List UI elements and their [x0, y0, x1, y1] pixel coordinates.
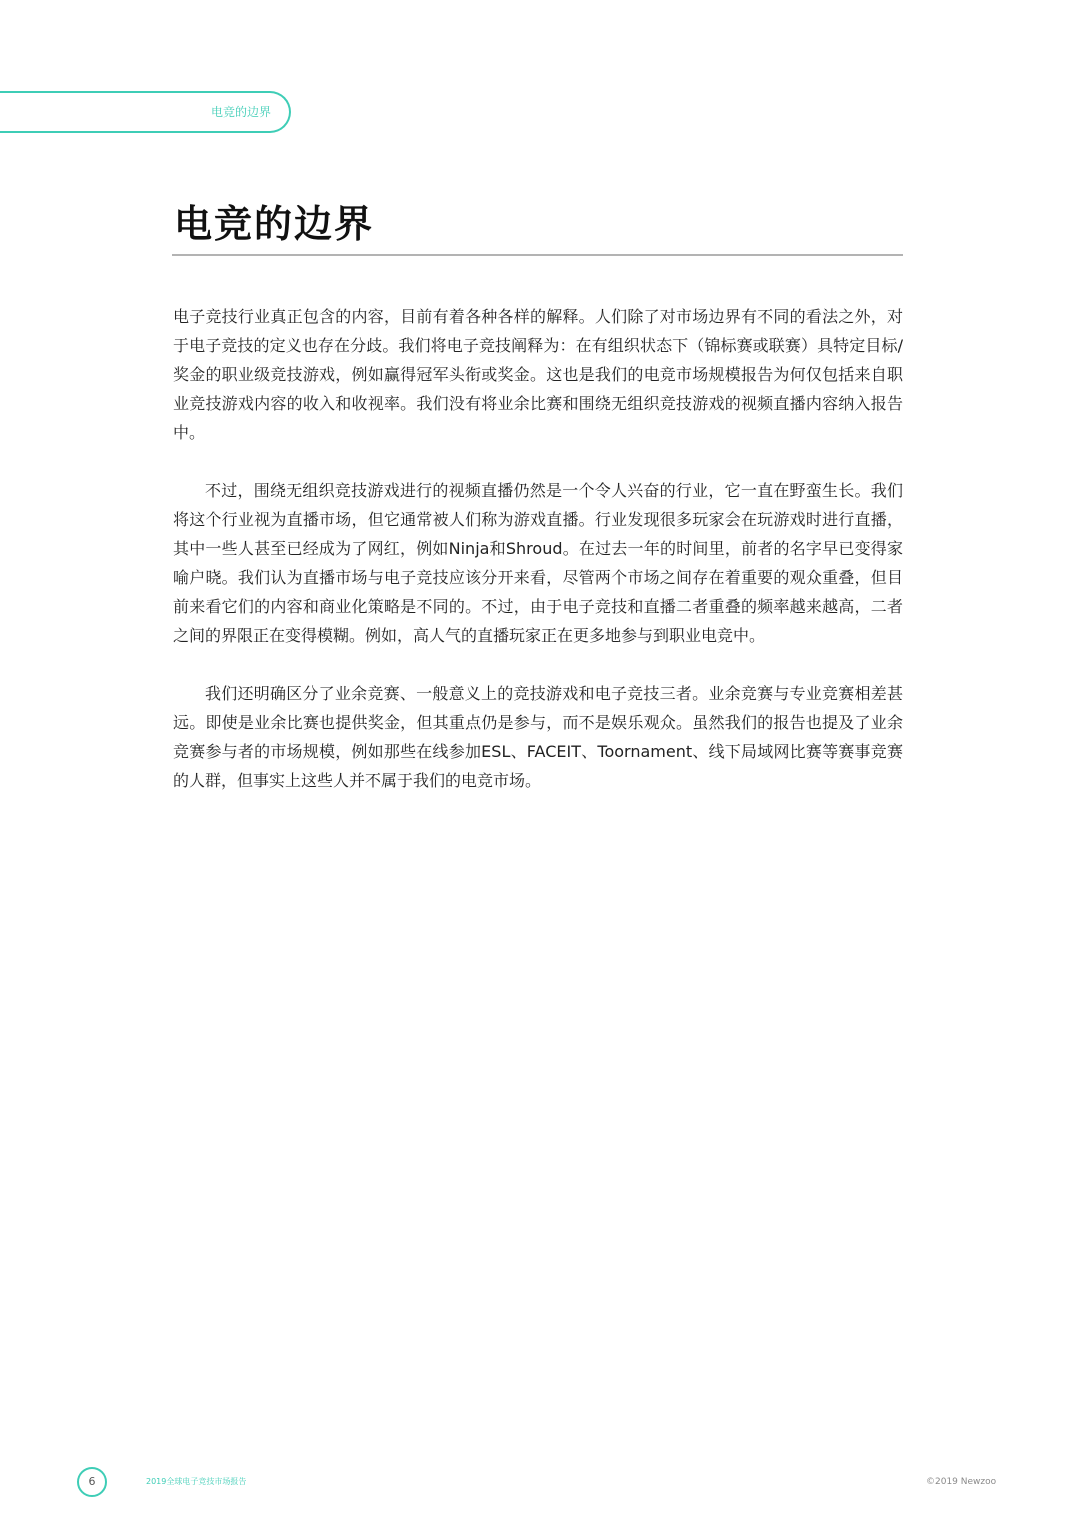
paragraph-1: 电子竞技行业真正包含的内容，目前有着各种各样的解释。人们除了对市场边界有不同的看法之外，对于电子竞技的定义也存在分歧。我们将电子竞技阐释为：在有组织状态下（锦标赛或联赛）具特定目标/奖金的职业级竞技游戏，例如赢得冠军头衔或奖金。这也是我们的电竞市场规模报告为何仅包括来自职业竞技游戏内容的收入和收视率。我们没有将业余比赛和围绕无组织竞技游戏的视频直播内容纳入报告中。 — [173, 307, 903, 442]
page-number: 6 — [77, 1467, 107, 1497]
paragraph-3: 我们还明确区分了业余竞赛、一般意义上的竞技游戏和电子竞技三者。业余竞赛与专业竞赛相差甚远。即使是业余比赛也提供奖金，但其重点仍是参与，而不是娱乐观众。虽然我们的报告也提及了业余竞赛参与者的市场规模，例如那些在线参加ESL、FACEIT、Toornament、线下局域网比赛等赛事竞赛的人群，但事实上这些人并不属于我们的电竞市场。 — [173, 684, 903, 790]
paragraph-2: 不过，围绕无组织竞技游戏进行的视频直播仍然是一个令人兴奋的行业，它一直在野蛮生长。我们将这个行业视为直播市场，但它通常被人们称为游戏直播。行业发现很多玩家会在玩游戏时进行直播，其中一些人甚至已经成为了网红，例如Ninja和Shroud。在过去一年的时间里，前者的名字早已变得家喻户晓。我们认为直播市场与电子竞技应该分开来看，尽管两个市场之间存在着重要的观众重叠，但目前来看它们的内容和商业化策略是不同的。不过，由于电子竞技和直播二者重叠的频率越来越高，二者之间的界限正在变得模糊。例如，高人气的直播玩家正在更多地参与到职业电竞中。 — [173, 481, 903, 645]
title-divider — [172, 254, 903, 256]
body-text — [173, 302, 903, 824]
footer-copyright: ©2019 Newzoo — [926, 1477, 997, 1487]
section-tab-label: 电竞的边界 — [211, 105, 272, 119]
page-title: 电竞的边界 — [174, 202, 375, 246]
footer-report-name: 2019全球电子竞技市场报告 — [146, 1477, 247, 1486]
